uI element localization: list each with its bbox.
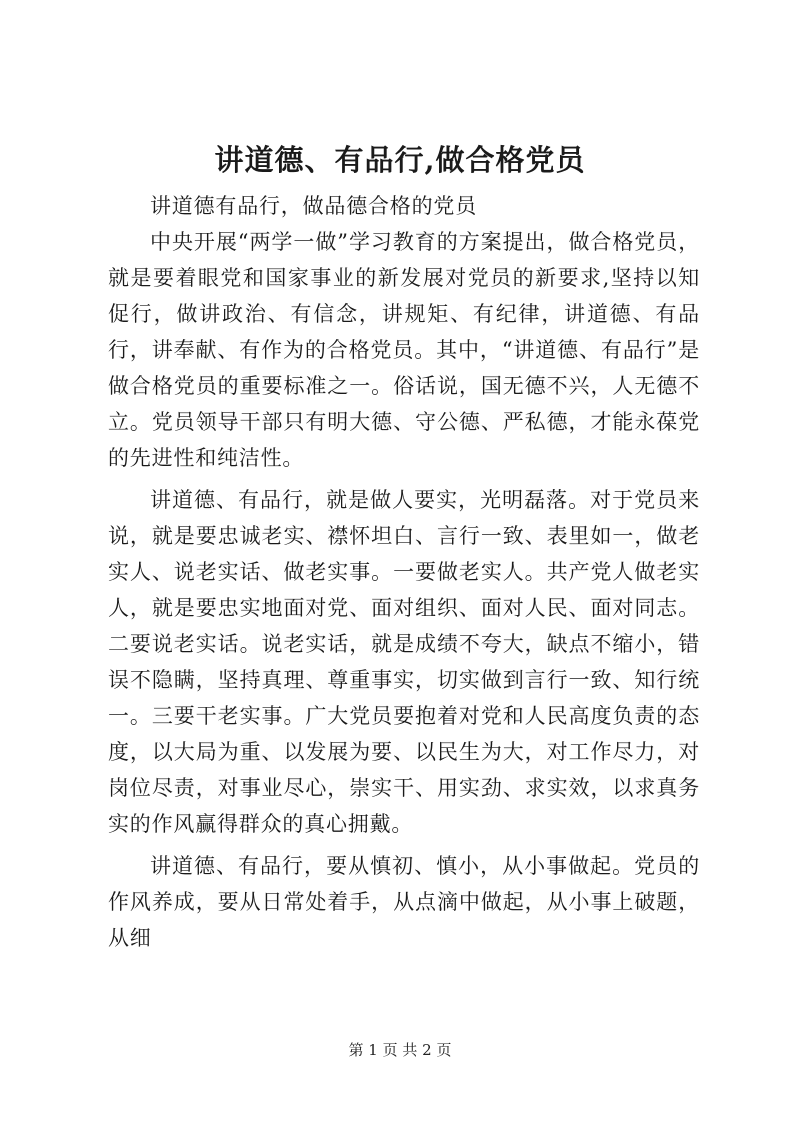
page-number-footer: 第 1 页 共 2 页 [348,1041,452,1059]
document-title: 讲道德、有品行,做合格党员 [214,143,586,177]
paragraph-2: 讲道德、有品行，就是做人要实，光明磊落。对于党员来说，就是要忠诚老实、襟怀坦白、言行一致、表里如一，做老实人、说老实话、做老实事。一要做老实人。共产党人做老实人，就是要忠实地面对党、面对组织、面对人民、面对同志。二要说老实话。说老实话，就是成绩不夸大，缺点不缩小，错误不隐瞒，坚持真理、尊重事实，切实做到言行一致、知行统一。三要干老实事。广大党员要抱着对党和人民高度负责的态度，以大局为重、以发展为要、以民生为大，对工作尽力，对岗位尽责，对事业尽心，崇实干、用实劲、求实效，以求真务实的作风赢得群众的真心拥戴。 [108,488,700,836]
paragraph-subtitle: 讲道德有品行，做品德合格的党员 [150,194,477,218]
document-body [108,188,700,956]
paragraph-3: 讲道德、有品行，要从慎初、慎小，从小事做起。党员的作风养成，要从日常处着手，从点滴中做起，从小事上破题，从细 [108,854,700,950]
paragraph-1: 中央开展“两学一做”学习教育的方案提出，做合格党员，就是要着眼党和国家事业的新发展对党员的新要求,坚持以知促行，做讲政治、有信念，讲规矩、有纪律，讲道德、有品行，讲奉献、有作为的合格党员。其中，“讲道德、有品行”是做合格党员的重要标准之一。俗话说，国无德不兴，人无德不立。党员领导干部只有明大德、守公德、严私德，才能永葆党的先进性和纯洁性。 [108,230,700,470]
